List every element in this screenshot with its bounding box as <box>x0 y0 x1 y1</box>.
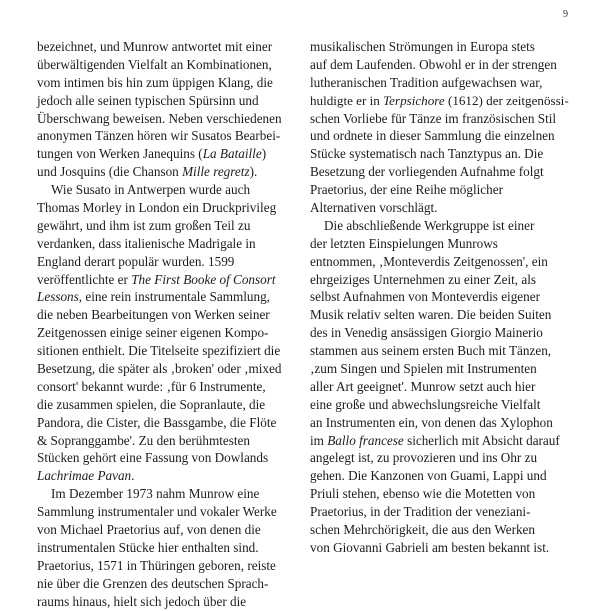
text-segment: selbst Aufnahmen von Monteverdis eigener <box>310 289 540 305</box>
text-line <box>310 360 570 378</box>
text-segment: an Instrumenten ein, von denen das Xylophon <box>310 414 553 430</box>
text-line <box>310 342 570 360</box>
text-segment: ) <box>261 146 267 162</box>
text-segment: Besetzung, die später als ‚broken' oder ‚mixed <box>37 361 282 377</box>
text-segment: consort' bekannt wurde: ‚für 6 Instrumente, <box>37 378 266 394</box>
text-line <box>310 271 570 289</box>
text-line <box>37 360 295 378</box>
text-line <box>310 217 570 235</box>
text-segment: nie über die Grenzen des deutschen Sprach- <box>37 575 269 591</box>
text-segment: schen Vorliebe für Tänze im französischen Stil <box>310 110 557 126</box>
text-line <box>37 127 295 145</box>
text-line <box>37 396 295 414</box>
text-line <box>37 181 295 199</box>
text-line <box>310 378 570 396</box>
text-line <box>310 199 570 217</box>
text-line <box>37 324 295 342</box>
text-segment: im <box>310 432 328 448</box>
text-line <box>37 235 295 253</box>
text-segment: und Josquins (die Chanson <box>37 164 183 180</box>
text-line <box>310 539 570 557</box>
italic-title: Ballo francese <box>327 432 404 448</box>
text-column-right <box>310 38 570 557</box>
text-segment: musikalischen Strömungen in Europa stets <box>310 39 535 54</box>
text-line <box>310 521 570 539</box>
text-line <box>37 593 295 611</box>
text-line <box>310 288 570 306</box>
text-segment: von Giovanni Gabrieli am besten bekannt ist. <box>310 539 550 555</box>
text-segment: . <box>131 468 135 484</box>
text-line <box>310 432 570 450</box>
text-segment: ‚zum Singen und Spielen mit Instrumenten <box>310 361 537 377</box>
text-line <box>37 557 295 575</box>
text-line <box>310 449 570 467</box>
text-segment: verdanken, dass italienische Madrigale in <box>37 235 256 251</box>
text-line <box>37 217 295 235</box>
italic-title: La Bataille <box>202 146 262 162</box>
text-segment: England derart populär wurden. 1599 <box>37 253 235 269</box>
text-line <box>37 110 295 128</box>
text-segment: bezeichnet, und Munrow antwortet mit einer <box>37 39 273 54</box>
text-segment: & Sopranggambe'. Zu den berühmtesten <box>37 432 250 448</box>
text-segment: Praetorius, 1571 in Thüringen geboren, reiste <box>37 557 276 573</box>
text-line <box>37 503 295 521</box>
text-segment: Alternativen vorschlägt. <box>310 200 438 216</box>
text-segment: , eine rein instrumentale Sammlung, <box>78 289 270 305</box>
text-segment: Zeitgenossen einige seiner eigenen Kompo- <box>37 325 269 341</box>
text-line <box>37 74 295 92</box>
text-line <box>310 306 570 324</box>
text-line <box>37 56 295 74</box>
text-line <box>37 145 295 163</box>
text-segment: raums hinaus, hielt sich jedoch über die <box>37 593 247 609</box>
text-line <box>310 110 570 128</box>
text-segment: stammen aus seinem ersten Buch mit Tänzen, <box>310 343 552 359</box>
text-segment: Praetorius, in der Tradition der veneziani- <box>310 504 531 520</box>
text-segment: instrumentalen Stücke hier enthalten sind. <box>37 539 259 555</box>
italic-title: Lachrimae Pavan <box>37 468 132 484</box>
text-segment: überwältigenden Vielfalt an Kombinationen, <box>37 56 272 72</box>
text-segment: Im Dezember 1973 nahm Munrow eine <box>51 486 260 502</box>
text-column-left <box>37 38 295 611</box>
page-number: 9 <box>563 9 568 20</box>
text-segment: die neben Bearbeitungen von Werken seiner <box>37 307 270 323</box>
text-line <box>310 396 570 414</box>
text-line <box>37 449 295 467</box>
text-line <box>37 92 295 110</box>
text-segment: Wie Susato in Antwerpen wurde auch <box>51 182 251 198</box>
text-segment: anonymen Tänzen hören wir Susatos Bearbei- <box>37 128 281 144</box>
text-line <box>310 467 570 485</box>
text-segment: ). <box>249 164 258 180</box>
text-line <box>37 199 295 217</box>
text-segment: sicherlich mit Absicht darauf <box>403 432 560 448</box>
text-segment: (1612) der zeitgenössi- <box>444 92 569 108</box>
text-line <box>37 432 295 450</box>
text-line <box>310 38 570 56</box>
italic-title: Lessons <box>37 289 79 305</box>
text-line <box>310 485 570 503</box>
text-segment: gewährt, und ihm ist zum großen Teil zu <box>37 217 251 233</box>
text-segment: Priuli stehen, ebenso wie die Motetten von <box>310 486 536 502</box>
text-segment: gehen. Die Kanzonen von Guami, Lappi und <box>310 468 547 484</box>
text-line <box>310 235 570 253</box>
text-line <box>310 92 570 110</box>
text-line <box>37 378 295 396</box>
text-segment: Pandora, die Cister, die Bassgambe, die Flöte <box>37 414 277 430</box>
text-segment: von Michael Praetorius auf, von denen die <box>37 522 261 538</box>
text-segment: Musik relativ selten waren. Die beiden Suiten <box>310 307 552 323</box>
text-segment: eine große und abwechslungsreiche Vielfalt <box>310 396 541 412</box>
text-line <box>310 56 570 74</box>
text-segment: Die abschließende Werkgruppe ist einer <box>324 217 535 233</box>
text-line <box>310 324 570 342</box>
text-segment: Praetorius, der eine Reihe möglicher <box>310 182 503 198</box>
text-segment: entnommen, ‚Monteverdis Zeitgenossen', ein <box>310 253 548 269</box>
text-segment: huldigte er in <box>310 92 384 108</box>
italic-title: Mille regretz <box>182 164 250 180</box>
text-line <box>37 271 295 289</box>
text-line <box>310 503 570 521</box>
text-segment: Thomas Morley in London ein Druckprivileg <box>37 200 277 216</box>
text-segment: Stücken gehört eine Fassung von Dowlands <box>37 450 269 466</box>
text-segment: aller Art geeignet'. Munrow setzt auch hier <box>310 378 536 394</box>
text-line <box>37 288 295 306</box>
text-line <box>37 38 295 56</box>
text-segment: veröffentlichte er <box>37 271 132 287</box>
text-line <box>37 467 295 485</box>
text-line <box>37 253 295 271</box>
text-line <box>37 306 295 324</box>
text-segment: auf dem Laufenden. Obwohl er in der strengen <box>310 56 557 72</box>
text-line <box>310 127 570 145</box>
text-line <box>37 342 295 360</box>
text-segment: Stücke systematisch nach Tanztypus an. Die <box>310 146 544 162</box>
text-line <box>37 575 295 593</box>
text-segment: und ordnete in dieser Sammlung die einzelnen <box>310 128 555 144</box>
text-line <box>310 414 570 432</box>
text-segment: Überschwang beweisen. Neben verschiedenen <box>37 110 282 126</box>
italic-title: Terpsichore <box>383 92 445 108</box>
text-line <box>310 163 570 181</box>
text-line <box>310 145 570 163</box>
text-line <box>37 163 295 181</box>
text-segment: vom intimen bis hin zum üppigen Klang, die <box>37 74 273 90</box>
text-line <box>37 521 295 539</box>
text-segment: tungen von Werken Janequins ( <box>37 146 203 162</box>
text-segment: schen Mehrchörigkeit, die aus den Werken <box>310 522 536 538</box>
text-segment: der letzten Einspielungen Munrows <box>310 235 498 251</box>
text-line <box>37 414 295 432</box>
text-line <box>37 539 295 557</box>
text-line <box>310 181 570 199</box>
text-segment: sitionen enthielt. Die Titelseite spezifiziert die <box>37 343 281 359</box>
italic-title: The First Booke of Consort <box>131 271 276 287</box>
text-segment: des in Venedig ansässigen Giorgio Mainerio <box>310 325 543 341</box>
text-segment: angelegt ist, zu provozieren und ins Ohr zu <box>310 450 538 466</box>
text-segment: lutheranischen Tradition aufgewachsen war, <box>310 74 543 90</box>
text-line <box>37 485 295 503</box>
text-line <box>310 253 570 271</box>
text-segment: ehrgeiziges Unternehmen zu einer Zeit, als <box>310 271 537 287</box>
text-line <box>310 74 570 92</box>
text-segment: jedoch alle seinen typischen Spürsinn und <box>37 92 259 108</box>
text-segment: Besetzung der vorliegenden Aufnahme folgt <box>310 164 544 180</box>
text-segment: die zusammen spielen, die Sopranlaute, die <box>37 396 266 412</box>
text-segment: Sammlung instrumentaler und vokaler Werke <box>37 504 277 520</box>
